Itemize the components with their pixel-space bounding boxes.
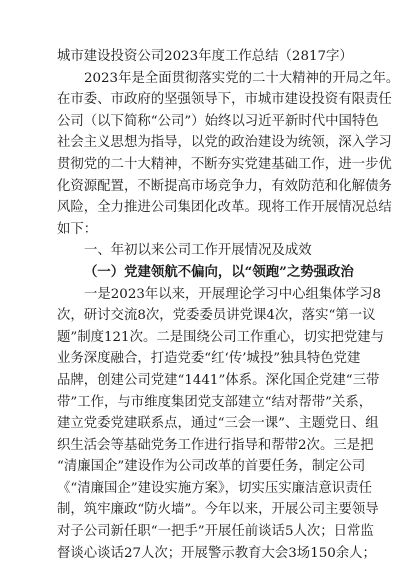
intro-paragraph-line: 公司（以下简称“公司”）始终以习近平新时代中国特色 [57, 113, 379, 129]
intro-paragraph-line: 2023年是全面贯彻落实党的二十大精神的开局之年。 [84, 70, 400, 86]
intro-paragraph-line: 化资源配置，不断提高市场竞争力，有效防范和化解债务 [57, 178, 392, 194]
intro-paragraph-line: 在市委、市政府的坚强领导下，市城市建设投资有限责任 [57, 92, 392, 108]
body-paragraph-line: 业务深度融合，打造党委“红‘传’城投”独具特色党建 [57, 351, 361, 367]
body-paragraph-line: 次，研讨交流8次，党委委员讲党课4次，落实“第一议 [57, 308, 376, 324]
body-paragraph-line: 《“清廉国企”建设实施方案》，切实压实廉洁意识责任 [57, 480, 372, 496]
intro-paragraph-line: 如下： [57, 221, 98, 237]
intro-paragraph-line: 社会主义思想为指导，以党的政治建设为统领，深入学习 [57, 135, 392, 151]
body-paragraph-line: 制，筑牢廉政“防火墙”。今年以来，开展公司主要领导 [57, 502, 379, 518]
body-paragraph-line: “清廉国企”建设作为公司改革的首要任务，制定公司 [57, 459, 366, 475]
section-heading: 一、年初以来公司工作开展情况及成效 [84, 243, 312, 259]
body-paragraph-line: 带”工作，与市维度集团党支部建立“结对帮带”关系， [57, 394, 373, 410]
intro-paragraph-line: 风险，全力推进公司集团化改革。现将工作开展情况总结 [57, 200, 392, 216]
body-paragraph-line: 督谈心谈话27人次；开展警示教育大会3场150余人； [57, 545, 376, 561]
body-paragraph-line: 题”制度121次。二是围绕公司工作重心，切实把党建与 [57, 329, 384, 345]
document-page [57, 46, 400, 564]
body-paragraph-line: 建立党委党建联系点，通过“三会一课”、主题党日、组 [57, 416, 379, 432]
intro-paragraph-line: 贯彻党的二十大精神，不断夯实党建基础工作，进一步优 [57, 156, 392, 172]
body-paragraph-line: 一是2023年以来，开展理论学习中心组集体学习8 [84, 286, 382, 302]
body-paragraph-line: 织生活会等基础党务工作进行指导和帮带2次。三是把 [57, 437, 374, 453]
subsection-heading: （一）党建领航不偏向，以“领跑”之势强政治 [84, 263, 354, 280]
body-paragraph-line: 品牌，创建公司党建“1441”体系。深化国企党建“三带 [57, 372, 380, 388]
body-paragraph-line: 对子公司新任职“一把手”开展任前谈话5人次；日常监 [57, 524, 374, 540]
document-title: 城市建设投资公司2023年度工作总结（2817字） [57, 49, 353, 64]
